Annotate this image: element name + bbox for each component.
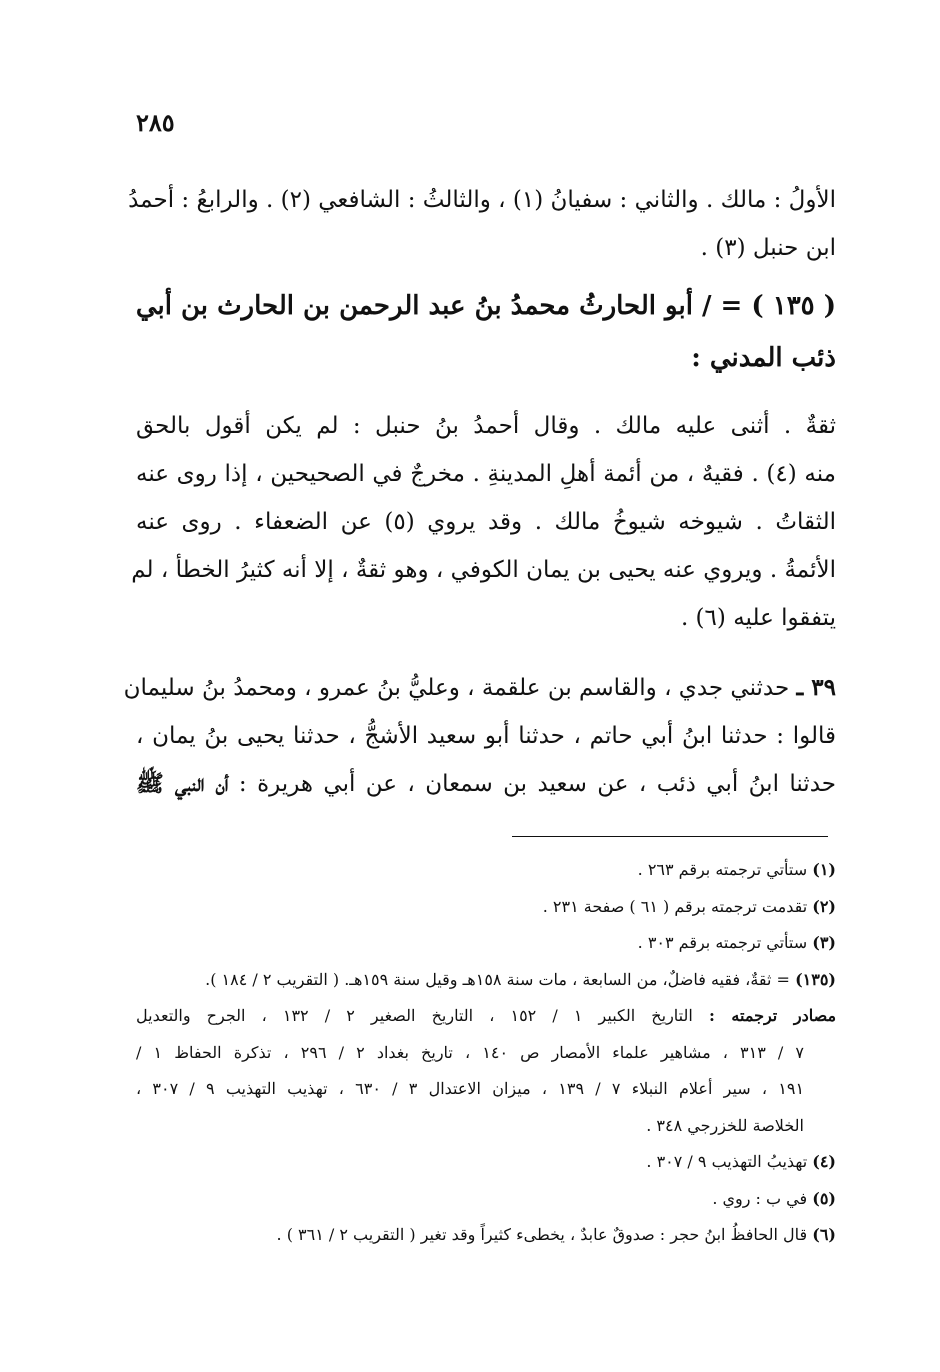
entry-heading: ذئب المدني :	[691, 343, 836, 373]
footnote: (٢) تقدمت ترجمته برقم ( ٦١ ) صفحة ٢٣١ .	[542, 896, 836, 916]
footnote-separator	[512, 836, 828, 837]
footnote-continuation: ٧ / ٣١٣ ، مشاهير علماء الأمصار ص ١٤٠ ، تاريخ بغداد ٢ / ٢٩٦ ، تذكرة الحفاظ ١ /	[136, 1042, 805, 1062]
footnote: (٤) تهذيبُ التهذيب ٩ / ٣٠٧ .	[646, 1152, 836, 1171]
entry-heading: ( ١٣٥ ) = / أبو الحارثُ محمدُ بنُ عبد الرحمن بن الحارث بن أبي	[135, 291, 836, 321]
main-text	[123, 176, 836, 808]
footnote: (٦) قال الحافظُ ابنُ حجر : صدوقٌ عابدٌ ، يخطىء كثيراً وقد تغير ( التقريب ٢ / ٣٦١ ) .	[276, 1225, 836, 1244]
hadith-line	[123, 664, 836, 712]
hadith-line	[136, 760, 836, 808]
footnotes	[136, 852, 836, 1254]
hadith-closing: أن النبي ﷺ	[136, 770, 229, 797]
footnote: مصادر ترجمته : التاريخ الكبير ١ / ١٥٢ ، التاريخ الصغير ٢ / ١٣٢ ، الجرح والتعديل	[136, 1006, 837, 1025]
paragraph-line: الثقاتُ . شيوخه شيوخُ مالك . وقد يروي (٥) عن الضعفاء . روى عنه	[136, 509, 836, 535]
hadith-paragraph	[123, 664, 836, 808]
footnote: (٣) ستأتي ترجمته برقم ٣٠٣ .	[637, 933, 836, 952]
footnote: (١٣٥) = ثقةٌ، فقيه فاضلٌ، من السابعة ، مات سنة ١٥٨هـ وقيل سنة ١٥٩هـ. ( التقريب ٢ / ١٨٤ ).	[205, 969, 836, 989]
paragraph-line: ثقةٌ . أثنى عليه مالك . وقال أحمدُ بنُ حنبل : لم يكن أقول بالحق	[136, 413, 836, 439]
footnote: (٥) في ب : روي .	[712, 1188, 836, 1208]
page-number: ٢٨٥	[136, 108, 175, 137]
footnote-continuation: ١٩١ ، سير أعلام النبلاء ٧ / ١٣٩ ، ميزان الاعتدال ٣ / ٦٣٠ ، تهذيب التهذيب ٩ / ٣٠٧ ،	[136, 1079, 805, 1098]
footnote: (١) ستأتي ترجمته برقم ٢٦٣ .	[637, 860, 836, 879]
intro-line: الأولُ : مالك . والثاني : سفيانُ (١) ، والثالثُ : الشافعي (٢) . والرابعُ : أحمدُ	[128, 187, 836, 213]
hadith-text: حدثنا ابنُ أبي ذئب ، عن سعيد بن سمعان ، عن أبي هريرة :	[238, 771, 836, 797]
hadith-line: قالوا : حدثنا ابنُ أبي حاتم ، حدثنا أبو سعيد الأشجُّ ، حدثنا يحيى بنُ يمان ،	[136, 723, 836, 749]
entry-paragraph	[131, 402, 836, 642]
intro-line: ابن حنبل (٣) .	[700, 235, 836, 261]
paragraph-line: منه (٤) . فقيهٌ ، من أئمة أهلِ المدينةِ . مخرجٌ في الصحيحين ، إذا روى عنه	[136, 461, 836, 487]
hadith-text: حدثني جدي ، والقاسم بن علقمة ، وعليُّ بنُ عمرو ، ومحمدُ بنُ سليمان	[123, 675, 790, 701]
paragraph-line: الأئمةُ . ويروي عنه يحيى بن يمان الكوفي ، وهو ثقةٌ ، إلا أنه كثيرُ الخطأ ، لم	[131, 557, 836, 583]
paragraph-line: يتفقوا عليه (٦) .	[680, 605, 836, 631]
footnote-continuation: الخلاصة للخزرجي ٣٤٨ .	[646, 1115, 804, 1135]
hadith-number: ٣٩ ـ	[796, 674, 836, 701]
